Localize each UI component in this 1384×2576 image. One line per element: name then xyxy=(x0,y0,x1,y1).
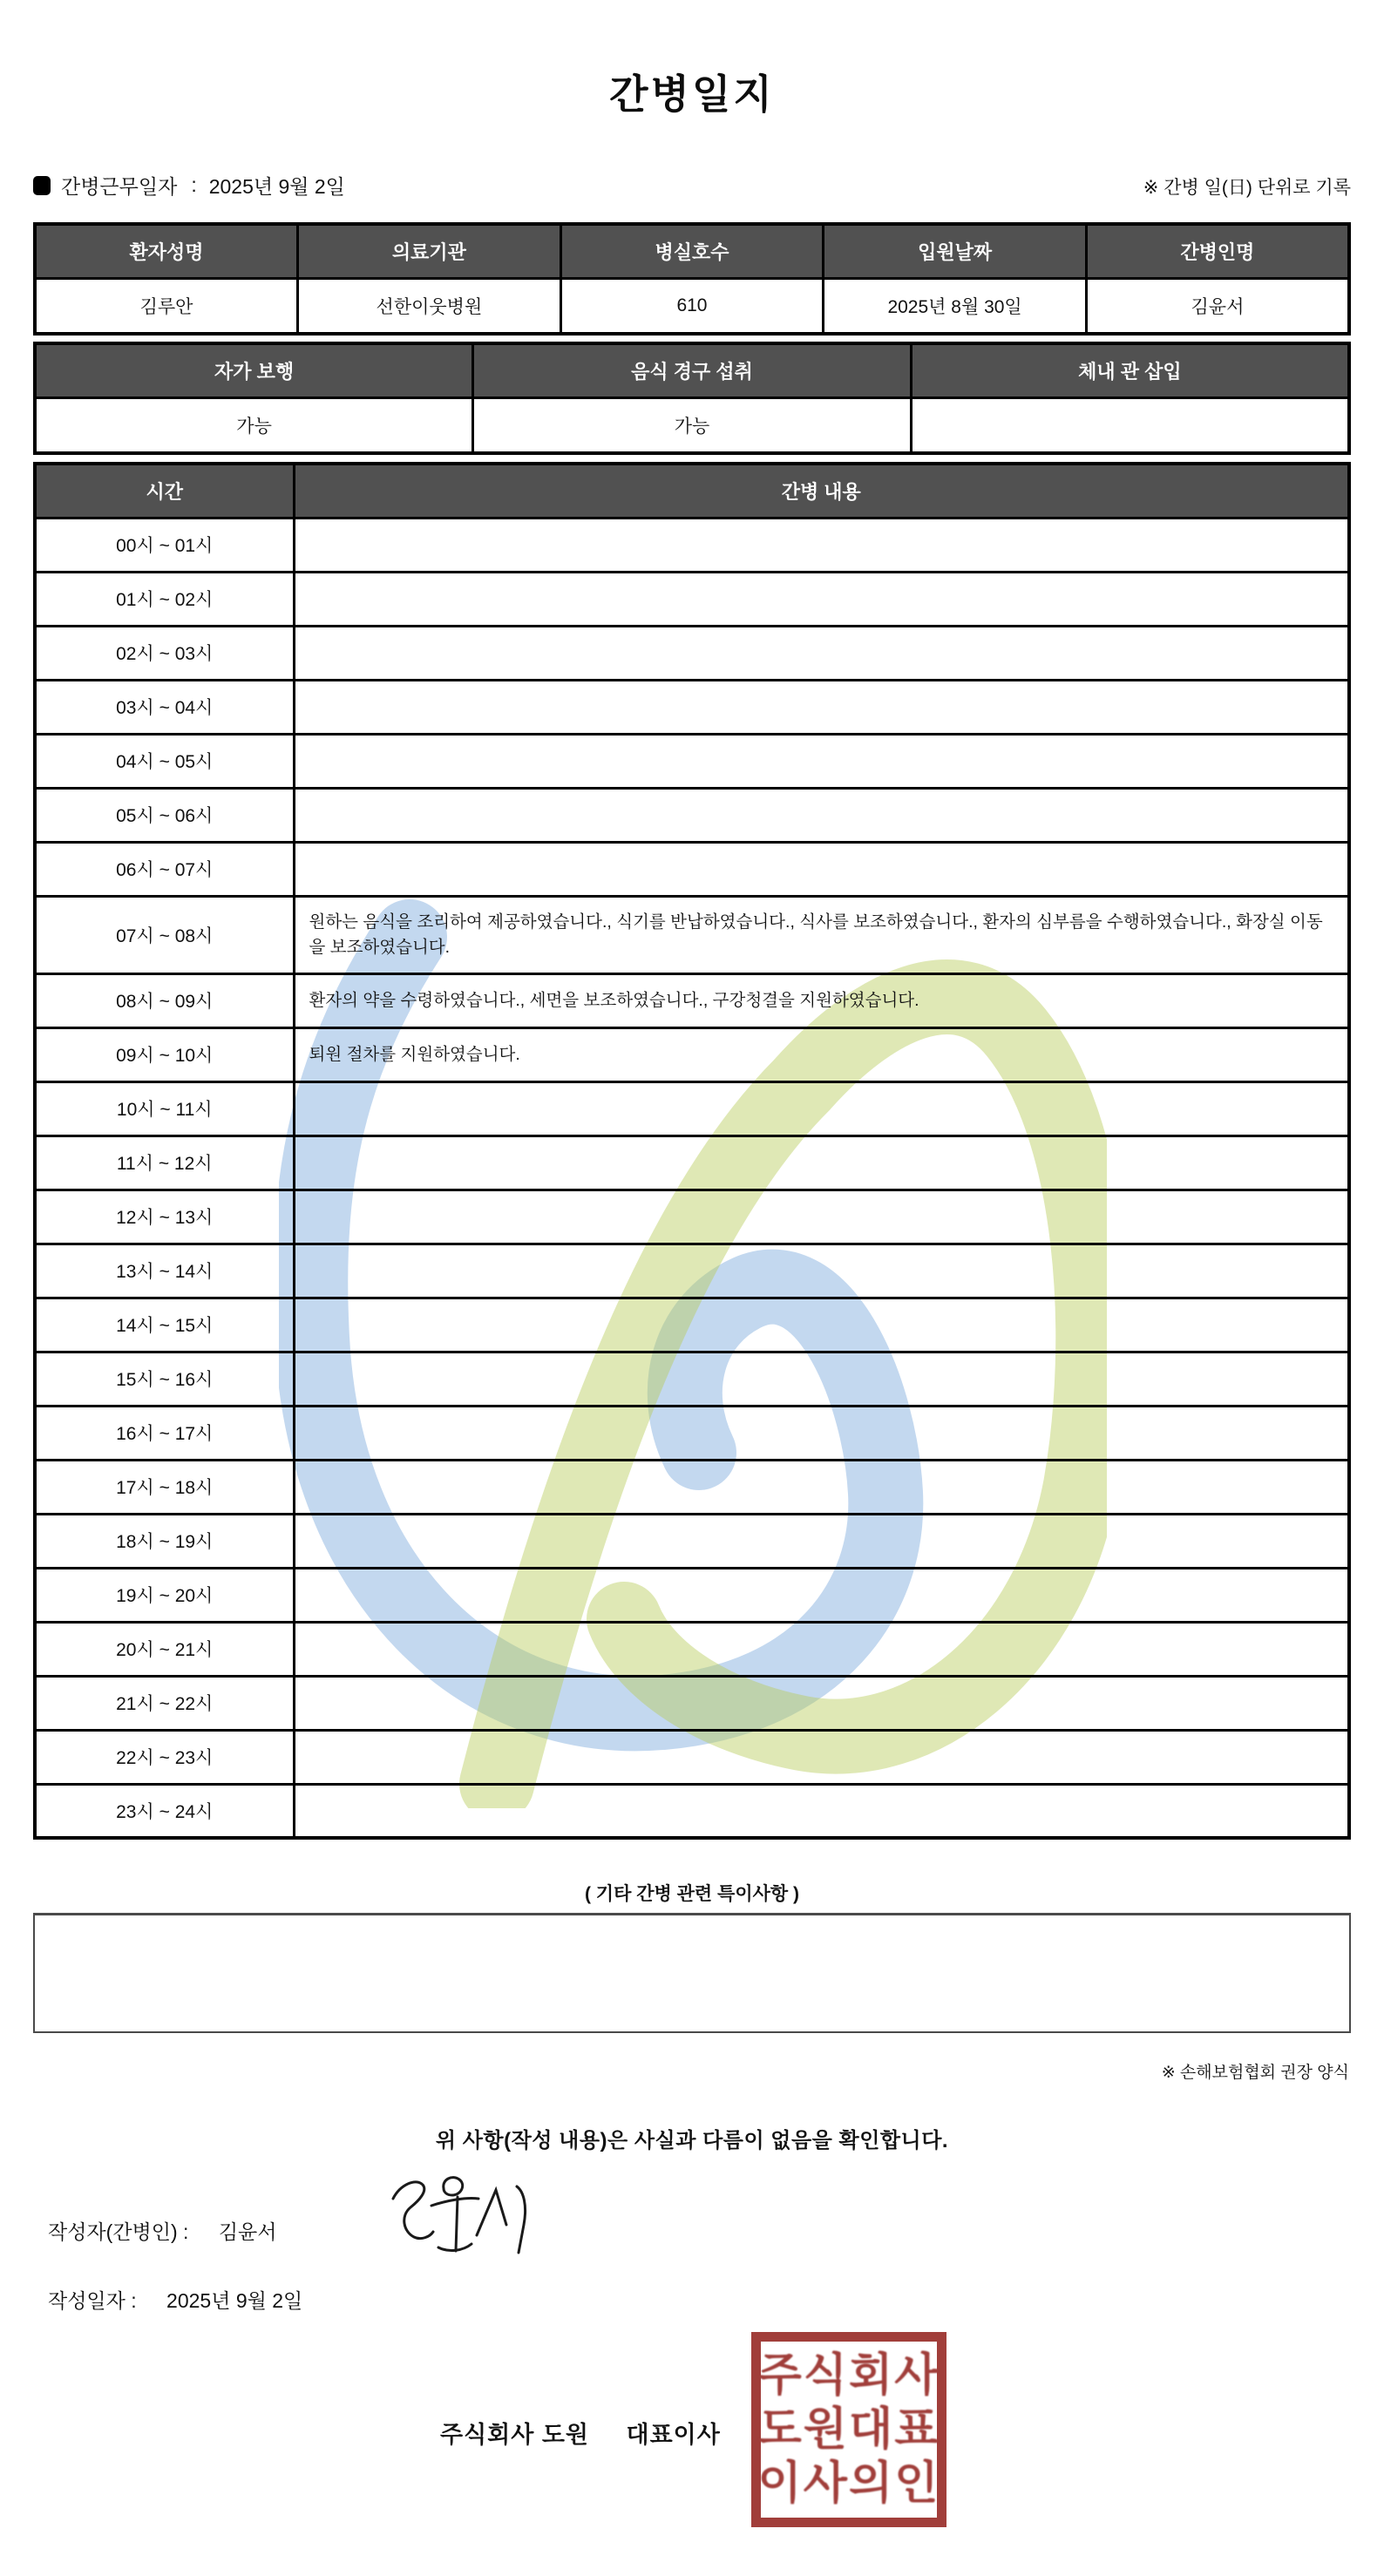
stamp-line: 주식회사 xyxy=(757,2350,940,2401)
care-table-row xyxy=(35,1622,1349,1676)
date-line xyxy=(48,2285,1384,2314)
writer-line xyxy=(48,2216,1384,2245)
stamp-line: 이사의인 xyxy=(757,2458,940,2509)
care-time-cell: 06시 ~ 07시 xyxy=(35,842,294,896)
care-time-cell: 13시 ~ 14시 xyxy=(35,1244,294,1298)
work-date-colon: : xyxy=(191,173,197,196)
care-table-row xyxy=(35,572,1349,626)
care-content-cell xyxy=(294,1676,1349,1730)
meta-row xyxy=(33,171,1351,200)
corporate-seal-stamp xyxy=(751,2332,946,2527)
care-content-cell xyxy=(294,572,1349,626)
ceo-title: 대표이사 xyxy=(626,2422,721,2448)
care-content-cell: 퇴원 절차를 지원하였습니다. xyxy=(294,1027,1349,1081)
care-time-cell: 14시 ~ 15시 xyxy=(35,1298,294,1352)
care-table-row xyxy=(35,973,1349,1027)
care-table-row xyxy=(35,1135,1349,1190)
patient-status-table xyxy=(33,342,1351,455)
patient-value: 610 xyxy=(560,278,824,334)
hourly-care-table xyxy=(33,462,1351,1840)
care-time-cell: 00시 ~ 01시 xyxy=(35,518,294,572)
care-table-row xyxy=(35,1244,1349,1298)
care-table-row xyxy=(35,1190,1349,1244)
care-time-cell: 17시 ~ 18시 xyxy=(35,1460,294,1514)
care-content-cell xyxy=(294,788,1349,842)
patient-header: 병실호수 xyxy=(560,224,824,278)
care-table-row xyxy=(35,1730,1349,1784)
patient-header: 의료기관 xyxy=(298,224,561,278)
care-table-row xyxy=(35,1406,1349,1460)
care-table-row xyxy=(35,734,1349,788)
care-time-cell: 11시 ~ 12시 xyxy=(35,1135,294,1190)
unit-note: ※ 간병 일(日) 단위로 기록 xyxy=(1143,178,1351,198)
care-table-row xyxy=(35,1352,1349,1406)
notes-heading: ( 기타 간병 관련 특이사항 ) xyxy=(584,1884,800,1904)
company-name: 주식회사 도원 xyxy=(440,2422,589,2448)
care-time-cell: 22시 ~ 23시 xyxy=(35,1730,294,1784)
date-label: 작성일자 : xyxy=(48,2289,137,2312)
patient-header: 간병인명 xyxy=(1086,224,1349,278)
work-date-label: 간병근무일자 xyxy=(61,175,178,198)
care-table-row xyxy=(35,842,1349,896)
care-content-cell xyxy=(294,1568,1349,1622)
page-title: 간병일지 xyxy=(609,71,775,117)
care-table-row xyxy=(35,896,1349,973)
patient-info-table xyxy=(33,222,1351,336)
care-time-cell: 16시 ~ 17시 xyxy=(35,1406,294,1460)
care-content-cell xyxy=(294,1730,1349,1784)
care-content-cell xyxy=(294,1298,1349,1352)
care-table-row xyxy=(35,788,1349,842)
care-time-cell: 05시 ~ 06시 xyxy=(35,788,294,842)
care-time-cell: 15시 ~ 16시 xyxy=(35,1352,294,1406)
care-content-cell xyxy=(294,680,1349,734)
care-time-cell: 07시 ~ 08시 xyxy=(35,896,294,973)
patient-value: 김윤서 xyxy=(1086,278,1349,334)
care-table-row xyxy=(35,626,1349,680)
care-content-cell xyxy=(294,1514,1349,1568)
care-time-cell: 03시 ~ 04시 xyxy=(35,680,294,734)
company-line xyxy=(440,2416,721,2450)
care-content-cell: 환자의 약을 수령하였습니다., 세면을 보조하였습니다., 구강청결을 지원하였습니다. xyxy=(294,973,1349,1027)
care-table-row xyxy=(35,1027,1349,1081)
patient-value: 선한이웃병원 xyxy=(298,278,561,334)
status-header: 음식 경구 섭취 xyxy=(473,343,912,397)
care-content-cell: 원하는 음식을 조리하여 제공하였습니다., 식기를 반납하였습니다., 식사를 보조하였습니다., 환자의 심부름을 수행하였습니다., 화장실 이동을 보조하였습니다. xyxy=(294,896,1349,973)
care-table-row xyxy=(35,680,1349,734)
writer-name: 김윤서 xyxy=(218,2220,277,2243)
patient-header: 입원날짜 xyxy=(824,224,1087,278)
handwritten-signature xyxy=(386,2171,552,2271)
care-table-row xyxy=(35,1460,1349,1514)
status-value: 가능 xyxy=(473,397,912,453)
patient-value: 2025년 8월 30일 xyxy=(824,278,1087,334)
status-value xyxy=(911,397,1349,453)
care-time-cell: 19시 ~ 20시 xyxy=(35,1568,294,1622)
care-content-cell xyxy=(294,518,1349,572)
work-date-value: 2025년 9월 2일 xyxy=(208,175,345,198)
care-time-cell: 23시 ~ 24시 xyxy=(35,1784,294,1838)
patient-header: 환자성명 xyxy=(35,224,298,278)
status-header: 체내 관 삽입 xyxy=(911,343,1349,397)
care-content-cell xyxy=(294,842,1349,896)
care-content-cell xyxy=(294,626,1349,680)
care-content-cell xyxy=(294,1352,1349,1406)
care-time-cell: 21시 ~ 22시 xyxy=(35,1676,294,1730)
care-content-cell xyxy=(294,1784,1349,1838)
care-time-header: 시간 xyxy=(35,464,294,518)
care-table-row xyxy=(35,1514,1349,1568)
stamp-line: 도원대표 xyxy=(757,2404,940,2455)
care-time-cell: 12시 ~ 13시 xyxy=(35,1190,294,1244)
care-time-cell: 01시 ~ 02시 xyxy=(35,572,294,626)
care-content-cell xyxy=(294,1460,1349,1514)
care-content-cell xyxy=(294,1190,1349,1244)
care-time-cell: 10시 ~ 11시 xyxy=(35,1081,294,1135)
work-date-line xyxy=(33,171,345,200)
confirmation-statement: 위 사항(작성 내용)은 사실과 다름이 없음을 확인합니다. xyxy=(435,2129,949,2152)
writer-label: 작성자(간병인) : xyxy=(48,2220,189,2243)
patient-value: 김루안 xyxy=(35,278,298,334)
care-table-row xyxy=(35,1568,1349,1622)
care-time-cell: 09시 ~ 10시 xyxy=(35,1027,294,1081)
form-note: ※ 손해보험협회 권장 양식 xyxy=(1161,2064,1349,2082)
care-content-header: 간병 내용 xyxy=(294,464,1349,518)
care-time-cell: 04시 ~ 05시 xyxy=(35,734,294,788)
care-table-row xyxy=(35,518,1349,572)
care-table-row xyxy=(35,1298,1349,1352)
square-bullet-icon xyxy=(33,176,51,195)
care-time-cell: 18시 ~ 19시 xyxy=(35,1514,294,1568)
care-content-cell xyxy=(294,1244,1349,1298)
status-value: 가능 xyxy=(35,397,473,453)
care-content-cell xyxy=(294,1622,1349,1676)
care-content-cell xyxy=(294,1135,1349,1190)
care-table-row xyxy=(35,1081,1349,1135)
care-time-cell: 20시 ~ 21시 xyxy=(35,1622,294,1676)
care-content-cell xyxy=(294,734,1349,788)
date-value: 2025년 9월 2일 xyxy=(166,2289,303,2312)
care-content-cell xyxy=(294,1406,1349,1460)
notes-box xyxy=(33,1913,1351,2033)
care-time-cell: 08시 ~ 09시 xyxy=(35,973,294,1027)
care-time-cell: 02시 ~ 03시 xyxy=(35,626,294,680)
care-content-cell xyxy=(294,1081,1349,1135)
care-table-row xyxy=(35,1784,1349,1838)
care-table-row xyxy=(35,1676,1349,1730)
status-header: 자가 보행 xyxy=(35,343,473,397)
